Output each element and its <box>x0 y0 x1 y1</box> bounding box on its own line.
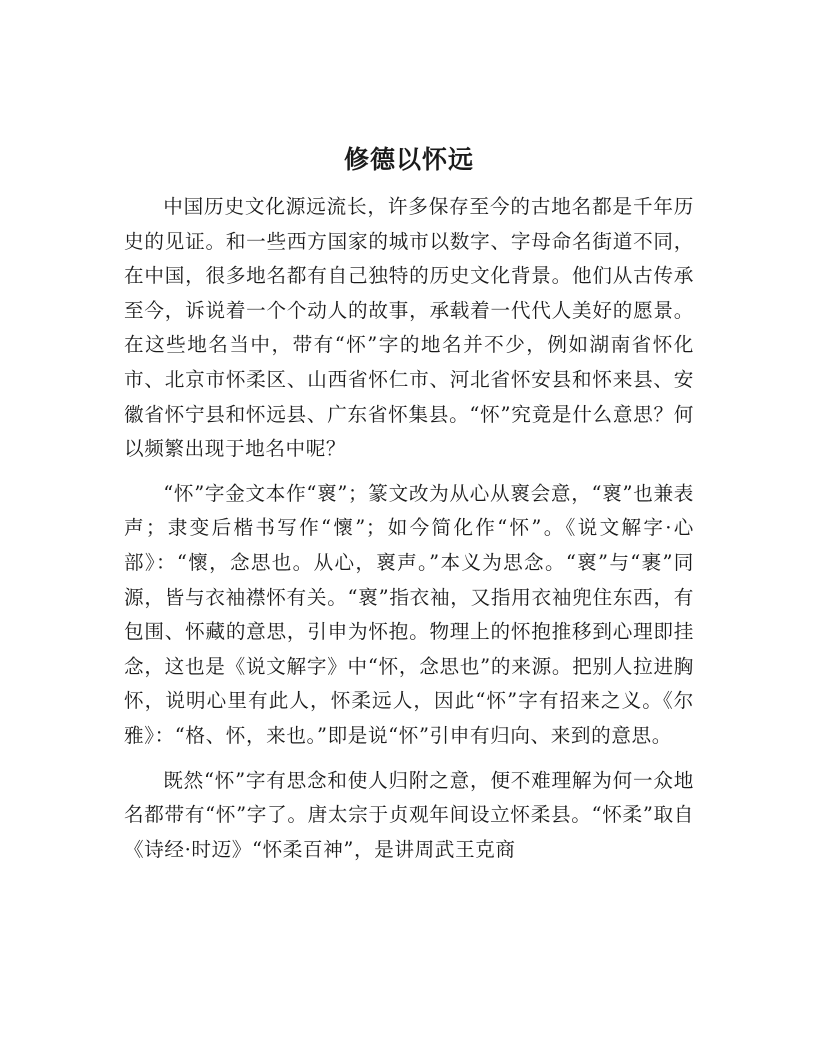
paragraph-1: 中国历史文化源远流长，许多保存至今的古地名都是千年历史的见证。和一些西方国家的城市以数字、字母命名街道不同，在中国，很多地名都有自己独特的历史文化背景。他们从古传承至今，诉说着一个个动人的故事，承载着一代代人美好的愿景。在这些地名当中，带有“怀”字的地名并不少，例如湖南省怀化市、北京市怀柔区、山西省怀仁市、河北省怀安县和怀来县、安徽省怀宁县和怀远县、广东省怀集县。“怀”究竟是什么意思？何以频繁出现于地名中呢？ <box>124 195 694 461</box>
document-page <box>124 140 694 877</box>
paragraph-3: 既然“怀”字有思念和使人归附之意，便不难理解为何一众地名都带有“怀”字了。唐太宗于贞观年间设立怀柔县。“怀柔”取自《诗经·时迈》“怀柔百神”，是讲周武王克商 <box>124 768 694 861</box>
paragraph-2: “怀”字金文本作“褱”；篆文改为从心从褱会意，“褱”也兼表声；隶变后楷书写作“懷”；如今简化作“怀”。《说文解字·心部》：“懷，念思也。从心，褱声。”本义为思念。“褱”与“裹”同源，皆与衣袖襟怀有关。“褱”指衣袖，又指用衣袖兜住东西，有包围、怀藏的意思，引申为怀抱。物理上的怀抱推移到心理即挂念，这也是《说文解字》中“怀，念思也”的来源。把别人拉进胸怀，说明心里有此人，怀柔远人，因此“怀”字有招来之义。《尔雅》：“格、怀，来也。”即是说“怀”引申有归向、来到的意思。 <box>124 481 694 747</box>
document-title: 修德以怀远 <box>343 145 474 174</box>
